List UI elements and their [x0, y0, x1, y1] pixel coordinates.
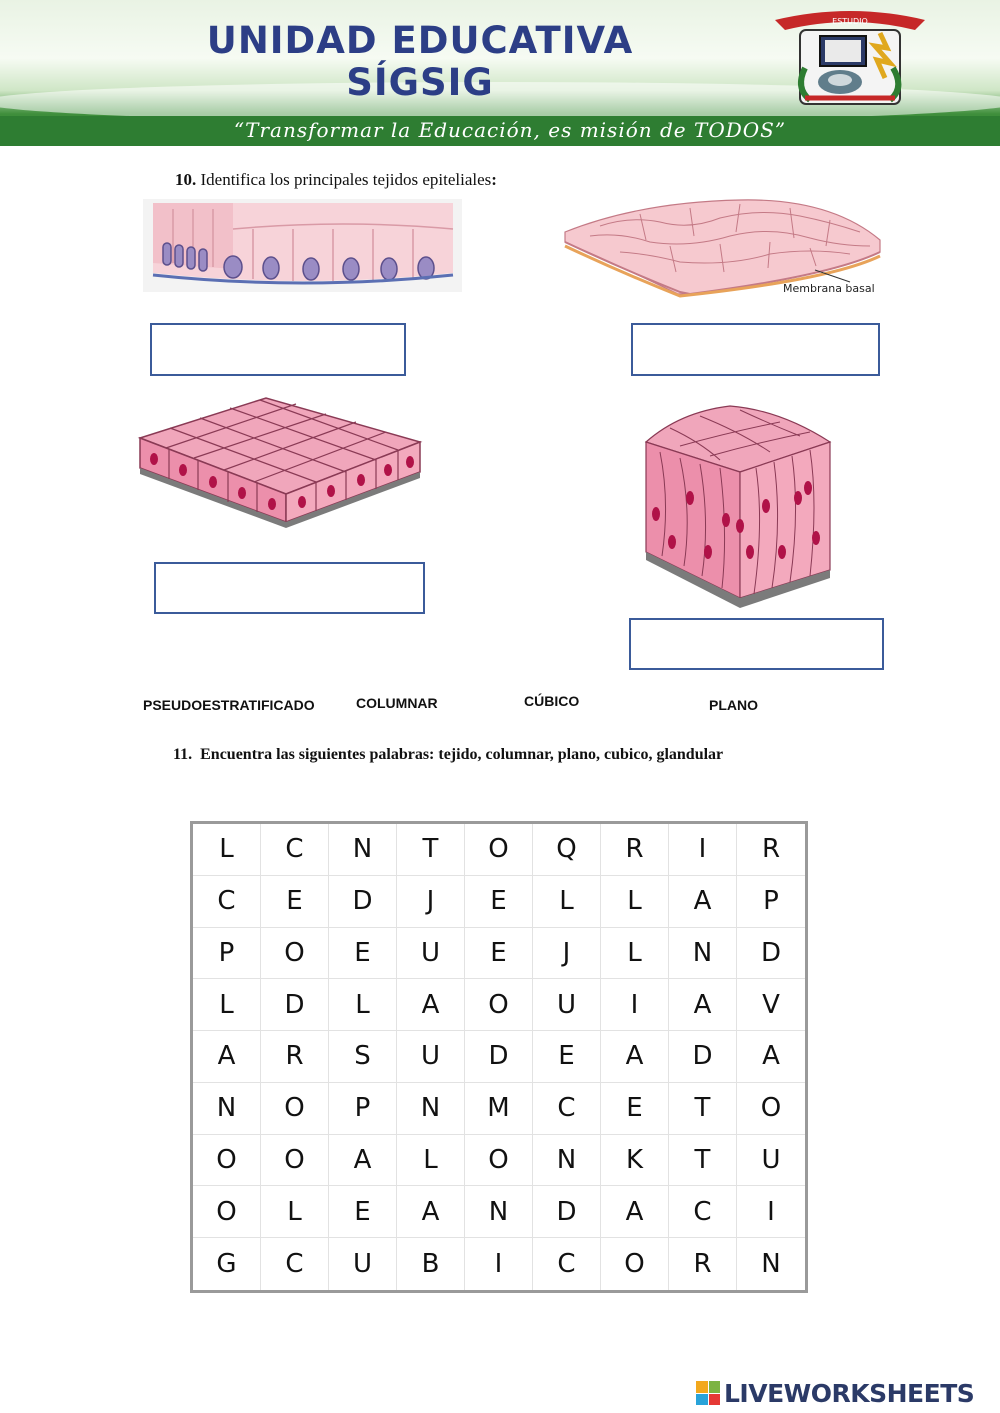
word-search-cell[interactable]: C: [261, 824, 329, 876]
word-search-cell[interactable]: L: [193, 824, 261, 876]
word-search-cell[interactable]: D: [465, 1031, 533, 1083]
word-search-cell[interactable]: O: [193, 1186, 261, 1238]
word-search-cell[interactable]: O: [737, 1083, 805, 1135]
question-10-number: 10.: [175, 170, 197, 189]
school-motto: “Transformar la Educación, es misión de TODOS”: [233, 118, 787, 142]
word-search-cell[interactable]: L: [329, 979, 397, 1031]
logo-square: [696, 1381, 708, 1393]
word-search-cell[interactable]: A: [193, 1031, 261, 1083]
word-search-cell[interactable]: C: [261, 1238, 329, 1290]
liveworksheets-brand-text: LIVEWORKSHEETS: [724, 1378, 975, 1408]
word-search-cell[interactable]: D: [329, 876, 397, 928]
simple-cuboidal-epithelium-figure: [136, 396, 424, 528]
word-search-cell[interactable]: U: [737, 1135, 805, 1187]
word-search-cell[interactable]: D: [737, 928, 805, 980]
word-search-cell[interactable]: I: [601, 979, 669, 1031]
word-search-cell[interactable]: Q: [533, 824, 601, 876]
word-search-cell[interactable]: R: [669, 1238, 737, 1290]
word-search-cell[interactable]: E: [601, 1083, 669, 1135]
word-search-cell[interactable]: D: [261, 979, 329, 1031]
word-search-cell[interactable]: S: [329, 1031, 397, 1083]
word-search-cell[interactable]: U: [397, 1031, 465, 1083]
word-search-cell[interactable]: I: [737, 1186, 805, 1238]
simple-columnar-epithelium-figure: [143, 199, 462, 292]
word-search-cell[interactable]: O: [193, 1135, 261, 1187]
word-search-cell[interactable]: N: [533, 1135, 601, 1187]
word-search-cell[interactable]: N: [669, 928, 737, 980]
word-search-cell[interactable]: E: [533, 1031, 601, 1083]
word-search-cell[interactable]: A: [397, 979, 465, 1031]
word-search-cell[interactable]: O: [261, 1083, 329, 1135]
word-search-cell[interactable]: N: [329, 824, 397, 876]
word-search-cell[interactable]: O: [601, 1238, 669, 1290]
word-search-cell[interactable]: A: [397, 1186, 465, 1238]
word-search-cell[interactable]: O: [465, 1135, 533, 1187]
word-search-cell[interactable]: I: [465, 1238, 533, 1290]
word-search-cell[interactable]: U: [533, 979, 601, 1031]
word-search-cell[interactable]: K: [601, 1135, 669, 1187]
word-search-cell[interactable]: A: [669, 979, 737, 1031]
word-search-cell[interactable]: I: [669, 824, 737, 876]
membrana-basal-label: Membrana basal: [783, 282, 875, 295]
word-search-cell[interactable]: T: [397, 824, 465, 876]
word-search-cell[interactable]: L: [601, 876, 669, 928]
word-search-cell[interactable]: A: [737, 1031, 805, 1083]
liveworksheets-logo-icon: [696, 1381, 720, 1405]
word-search-cell[interactable]: R: [737, 824, 805, 876]
word-search-cell[interactable]: U: [329, 1238, 397, 1290]
word-search-cell[interactable]: A: [669, 876, 737, 928]
word-search-cell[interactable]: N: [465, 1186, 533, 1238]
stratified-squamous-epithelium-figure: [560, 196, 910, 298]
word-bank-cubico[interactable]: CÚBICO: [524, 693, 580, 709]
word-search-cell[interactable]: D: [533, 1186, 601, 1238]
word-search-cell[interactable]: C: [533, 1083, 601, 1135]
word-search-cell[interactable]: N: [397, 1083, 465, 1135]
word-search-cell[interactable]: A: [601, 1186, 669, 1238]
word-search-cell[interactable]: U: [397, 928, 465, 980]
crest-label: ESTUDIO: [832, 17, 868, 26]
answer-box-1[interactable]: [150, 323, 406, 376]
word-search-cell[interactable]: O: [465, 824, 533, 876]
question-10-text: Identifica los principales tejidos epiteliales: [196, 170, 492, 189]
word-search-cell[interactable]: R: [261, 1031, 329, 1083]
word-search-cell[interactable]: M: [465, 1083, 533, 1135]
word-search-cell[interactable]: O: [261, 1135, 329, 1187]
word-search-cell[interactable]: T: [669, 1135, 737, 1187]
word-search-cell[interactable]: L: [397, 1135, 465, 1187]
word-bank-columnar[interactable]: COLUMNAR: [356, 695, 438, 711]
word-search-cell[interactable]: C: [533, 1238, 601, 1290]
word-search-cell[interactable]: C: [669, 1186, 737, 1238]
answer-box-3[interactable]: [154, 562, 425, 614]
word-search-cell[interactable]: D: [669, 1031, 737, 1083]
word-search-grid[interactable]: [190, 821, 808, 1293]
word-search-cell[interactable]: E: [261, 876, 329, 928]
school-name: [100, 20, 740, 104]
question-10-title: [175, 170, 497, 190]
question-11-number: 11.: [173, 746, 193, 763]
word-search-cell[interactable]: L: [261, 1186, 329, 1238]
word-search-cell[interactable]: O: [465, 979, 533, 1031]
question-11-text: Encuentra las siguientes palabras: tejido, columnar, plano, cubico, glandular: [200, 746, 724, 763]
school-header-banner: [0, 0, 1000, 146]
word-search-cell[interactable]: L: [533, 876, 601, 928]
school-name-line1: UNIDAD EDUCATIVA: [206, 19, 634, 62]
word-search-cell[interactable]: P: [329, 1083, 397, 1135]
word-search-cell[interactable]: J: [397, 876, 465, 928]
logo-square: [709, 1381, 721, 1393]
word-search-cell[interactable]: L: [193, 979, 261, 1031]
word-search-cell[interactable]: A: [329, 1135, 397, 1187]
word-search-cell[interactable]: N: [761, 1249, 781, 1280]
word-search-cell[interactable]: T: [669, 1083, 737, 1135]
word-search-cell[interactable]: C: [193, 876, 261, 928]
pseudostratified-epithelium-figure: [640, 402, 835, 608]
word-search-cell[interactable]: V: [737, 979, 805, 1031]
word-search-cell[interactable]: O: [261, 928, 329, 980]
word-search-cell[interactable]: A: [601, 1031, 669, 1083]
word-search-cell[interactable]: P: [737, 876, 805, 928]
word-bank-plano[interactable]: PLANO: [709, 697, 758, 713]
word-search-cell[interactable]: E: [329, 1186, 397, 1238]
word-search-cell[interactable]: E: [465, 876, 533, 928]
answer-box-4[interactable]: [629, 618, 884, 670]
word-search-cell[interactable]: L: [601, 928, 669, 980]
word-search-cell[interactable]: R: [601, 824, 669, 876]
logo-square: [696, 1394, 708, 1406]
school-name-line2: SÍGSIG: [346, 61, 494, 104]
answer-box-2[interactable]: [631, 323, 880, 376]
word-search-cell[interactable]: P: [193, 928, 261, 980]
logo-square: [709, 1394, 721, 1406]
question-10-colon: :: [491, 170, 497, 189]
word-bank-pseudoestratificado[interactable]: PSEUDOESTRATIFICADO: [143, 697, 315, 713]
school-crest-icon: [765, 8, 935, 108]
word-search-cell[interactable]: E: [329, 928, 397, 980]
word-search-cell[interactable]: E: [465, 928, 533, 980]
liveworksheets-brand: [696, 1377, 974, 1409]
question-11-title: [173, 746, 723, 764]
word-search-cell[interactable]: J: [533, 928, 601, 980]
word-search-cell[interactable]: B: [397, 1238, 465, 1290]
word-search-cell[interactable]: N: [193, 1083, 261, 1135]
word-search-cell[interactable]: G: [193, 1238, 261, 1290]
